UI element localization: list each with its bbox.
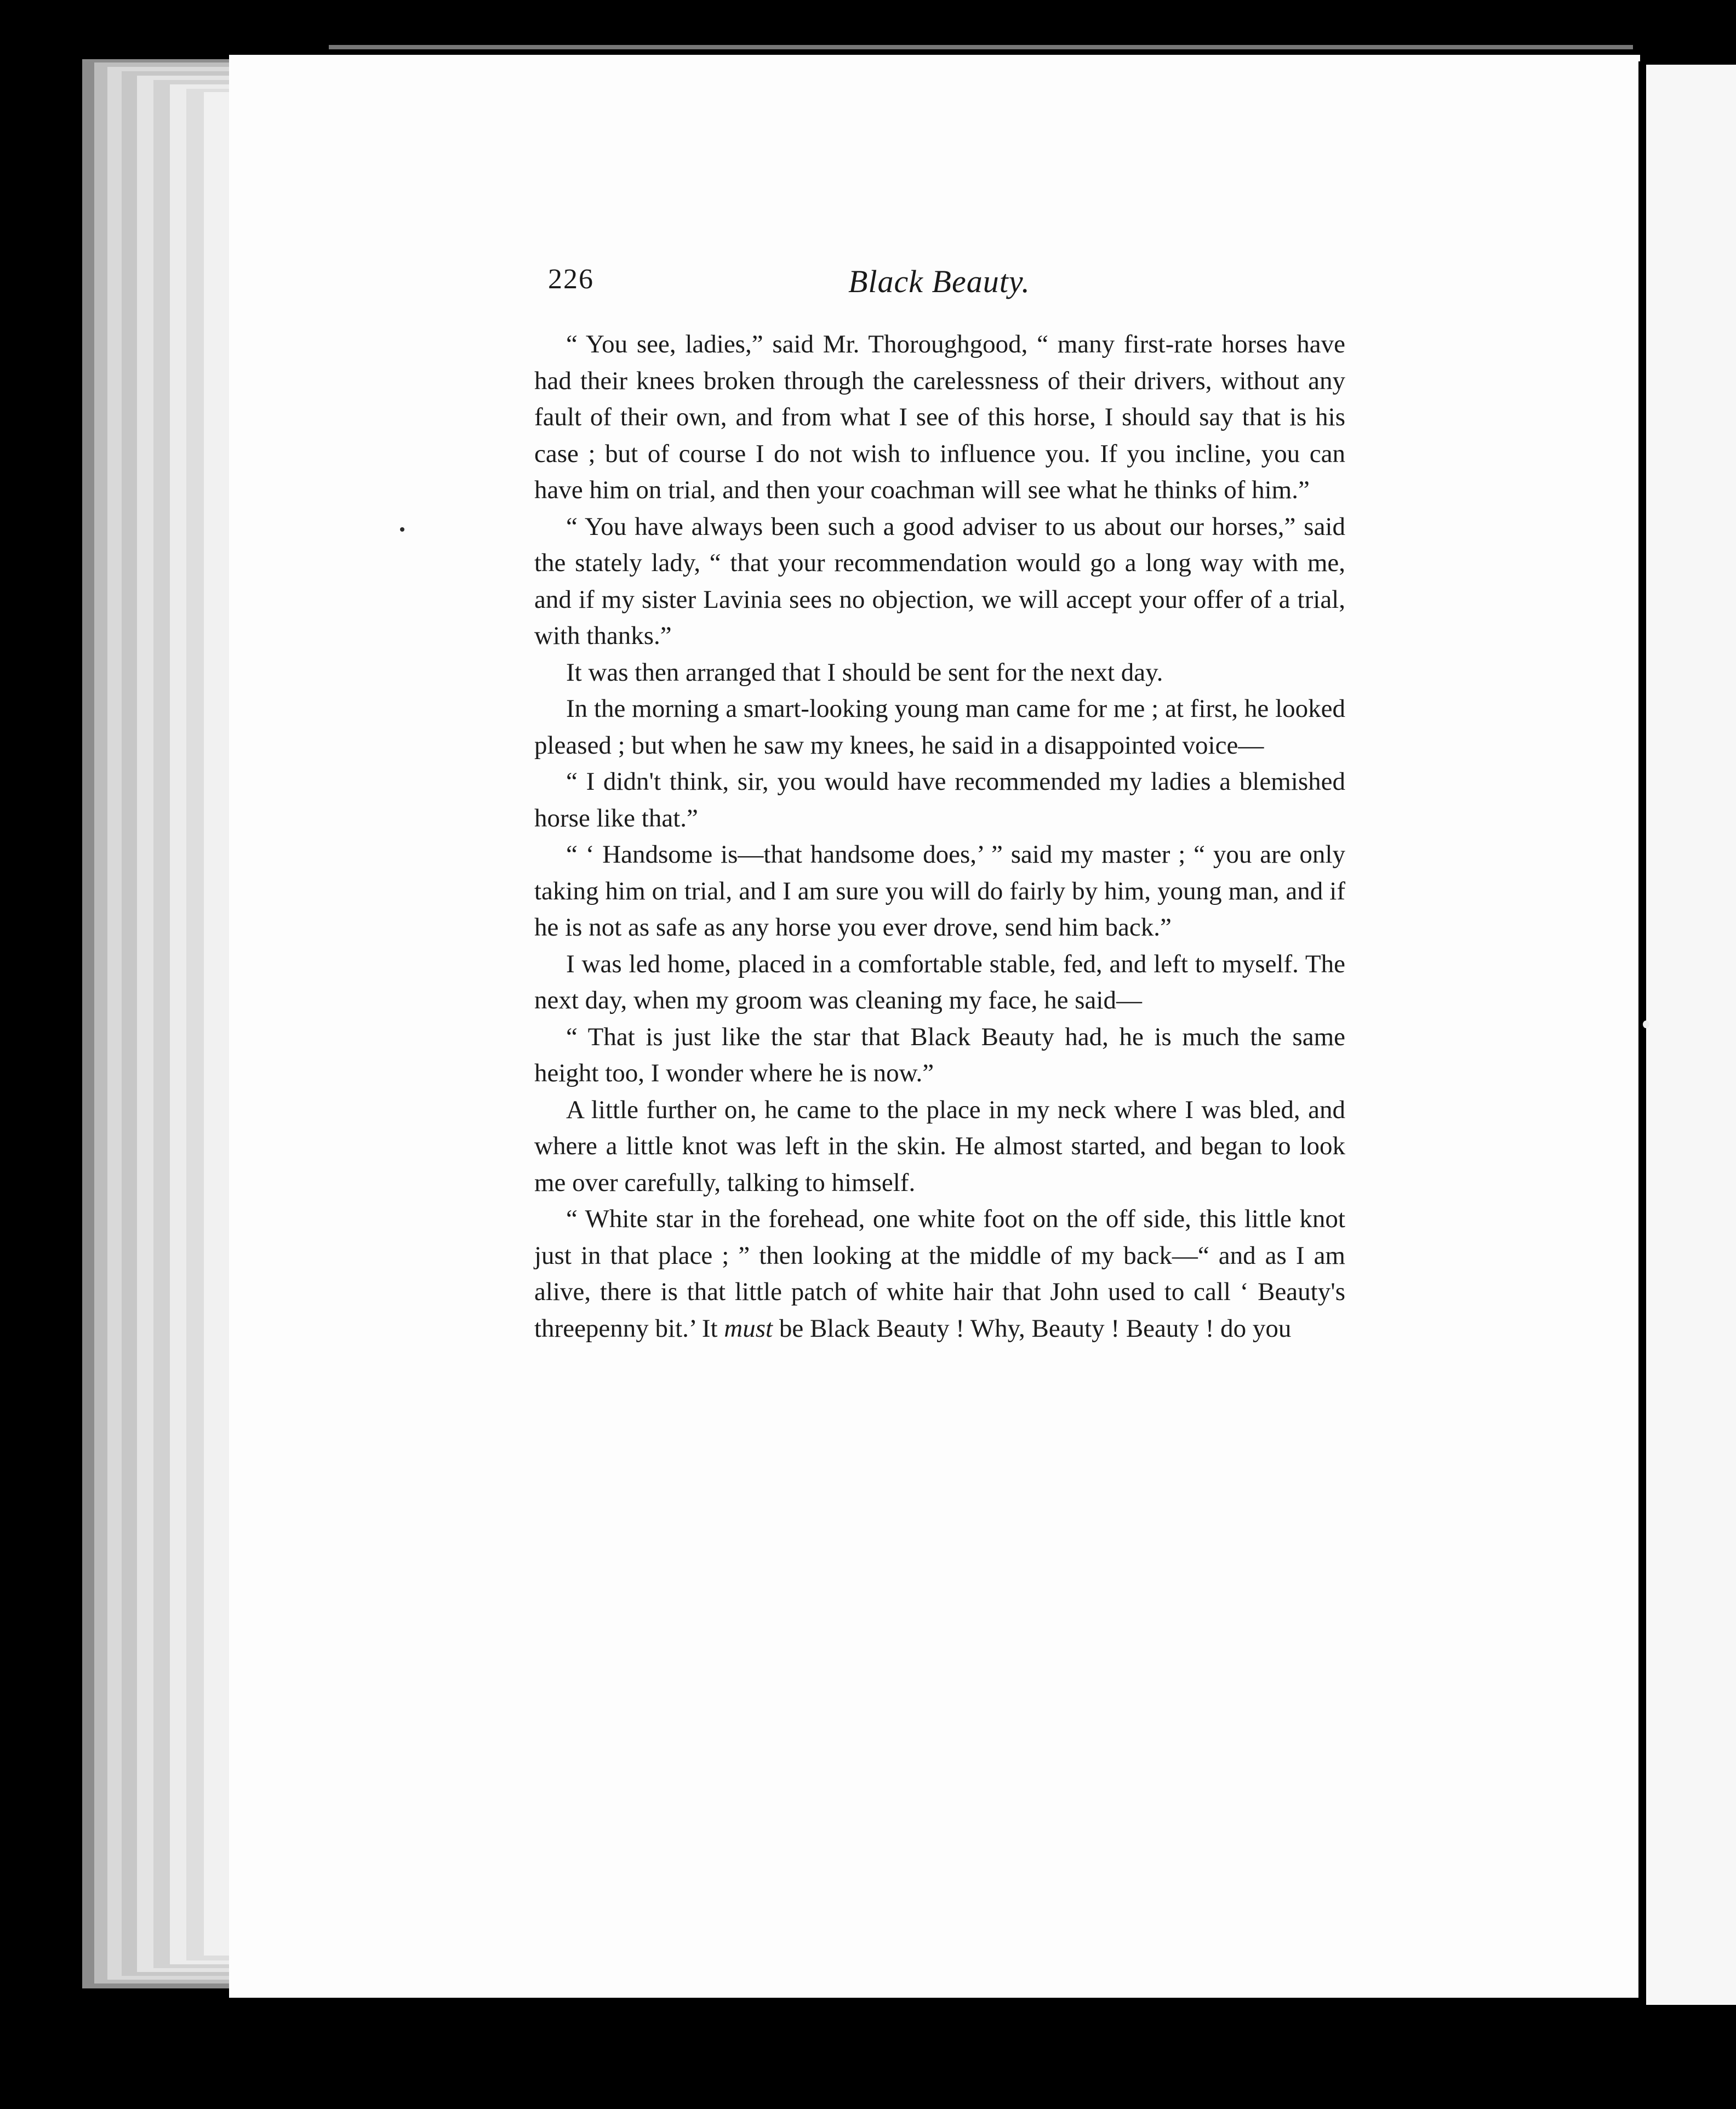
text-run: be Black Beauty ! Why, Beauty ! Beauty ! do you [773, 1314, 1292, 1343]
paragraph: “ You see, ladies,” said Mr. Thoroughgood, “ many first-rate horses have had their knees broken through the carelessness of their drivers, without any fault of their own, and from what I see of this horse, I should say that is his case ; but of course I do not wish to influence you. If you incline, you can have him on trial, and then your coachman will see what he thinks of him.” [534, 330, 1345, 504]
paragraph: “ That is just like the star that Black Beauty had, he is much the same height too, I wonder where he is now.” [534, 1022, 1345, 1087]
italic-emphasis: must [724, 1314, 773, 1343]
paragraph: I was led home, placed in a comfortable stable, fed, and left to myself. The next day, when my groom was cleaning my face, he said— [534, 949, 1345, 1014]
body-text [534, 326, 1345, 1347]
page-number: 226 [548, 264, 594, 295]
page-header [548, 263, 1343, 312]
paragraph: It was then arranged that I should be sent for the next day. [566, 658, 1163, 687]
paragraph-last [534, 1201, 1345, 1347]
paragraph: A little further on, he came to the place in my neck where I was bled, and where a little knot was left in the skin. He almost started, and began to look me over carefully, talking to himself. [534, 1095, 1345, 1197]
scan-speck [1643, 1021, 1649, 1028]
text-run: “ White star in the forehead, one white foot on the off side, this little knot just in that place ; ” then looking at the middle of my back—“ and as I am alive, there is that little patch of white hair that John used to call ‘ Beauty's threepenny bit.’ It [534, 1205, 1345, 1343]
running-title: Black Beauty. [848, 264, 1030, 299]
scan-speck [400, 527, 404, 532]
facing-page-edge [1646, 65, 1736, 2005]
book-top-edge [329, 45, 1633, 49]
paragraph: In the morning a smart-looking young man came for me ; at first, he looked pleased ; but when he saw my knees, he said in a disappointed voice— [534, 694, 1345, 760]
gutter-shadow [1638, 61, 1644, 2007]
paragraph: “ ‘ Handsome is—that handsome does,’ ” said my master ; “ you are only taking him on trial, and I am sure you will do fairly by him, young man, and if he is not as safe as any horse you ever drove, send him back.” [534, 840, 1345, 942]
paragraph: “ You have always been such a good adviser to us about our horses,” said the stately lady, “ that your recommendation would go a long way with me, and if my sister Lavinia sees no objection, we will accept your offer of a trial, with thanks.” [534, 512, 1345, 650]
paragraph: “ I didn't think, sir, you would have recommended my ladies a blemished horse like that.” [534, 767, 1345, 833]
